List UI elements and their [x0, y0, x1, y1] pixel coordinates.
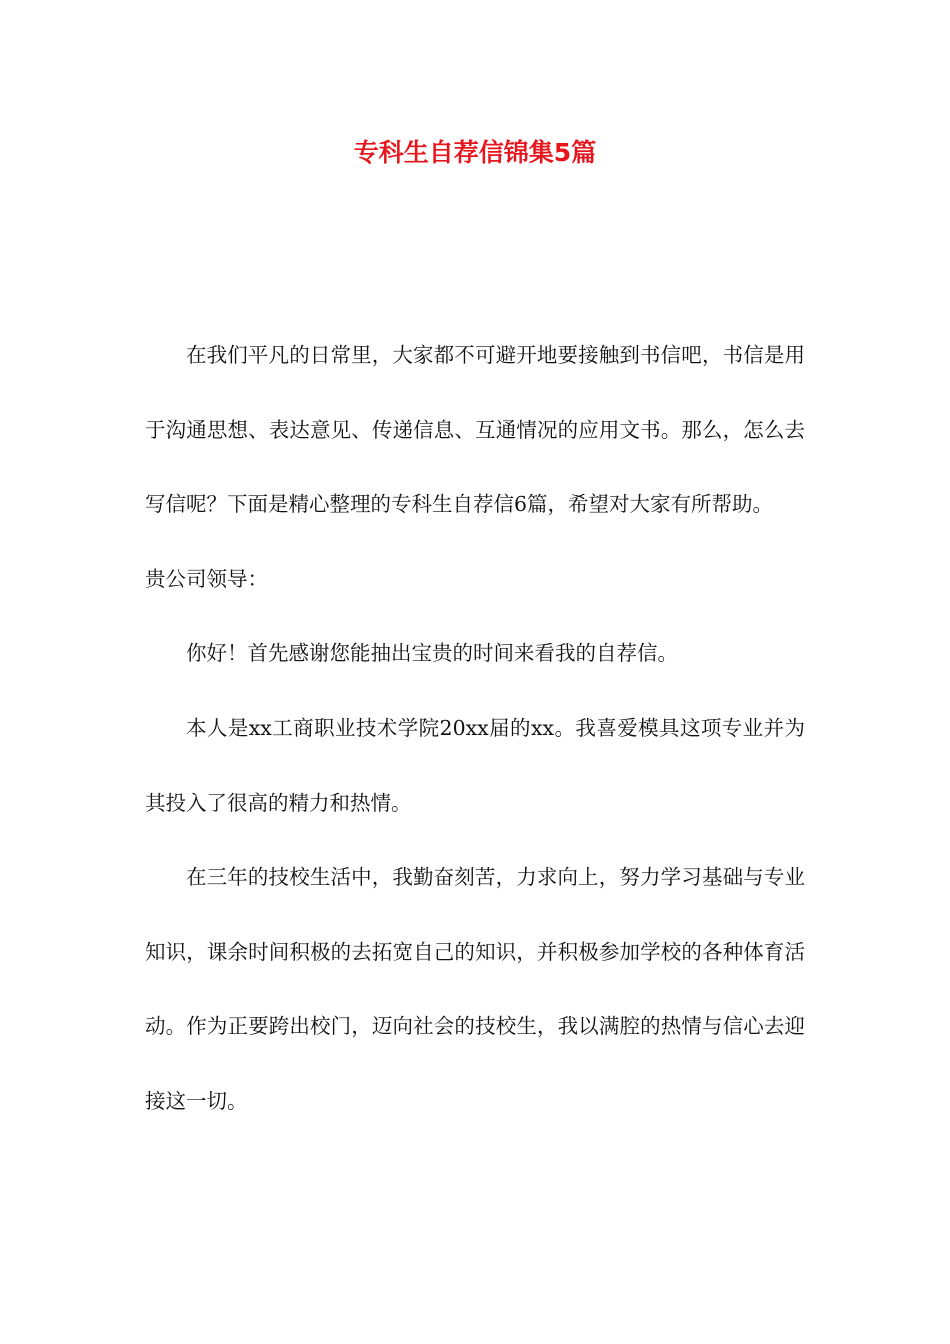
paragraph-intro: 在我们平凡的日常里，大家都不可避开地要接触到书信吧，书信是用于沟通思想、表达意见、传递信息、互通情况的应用文书。那么，怎么去写信呢？下面是精心整理的专科生自荐信6篇，希望对大家有所帮助。	[145, 343, 805, 517]
paragraph-self-introduction: 本人是xx工商职业技术学院20xx届的xx。我喜爱模具这项专业并为其投入了很高的精力和热情。	[145, 715, 805, 815]
paragraph-greeting: 你好！首先感谢您能抽出宝贵的时间来看我的自荐信。	[186, 641, 678, 666]
paragraph-school-life: 在三年的技校生活中，我勤奋刻苦，力求向上，努力学习基础与专业知识，课余时间积极的去拓宽自己的知识，并积极参加学校的各种体育活动。作为正要跨出校门，迈向社会的技校生，我以满腔的热情与信心去迎接这一切。	[145, 865, 805, 1113]
paragraph-salutation: 贵公司领导：	[145, 566, 268, 591]
document-body	[145, 318, 805, 1139]
document-title: 专科生自荐信锦集5篇	[353, 138, 597, 167]
